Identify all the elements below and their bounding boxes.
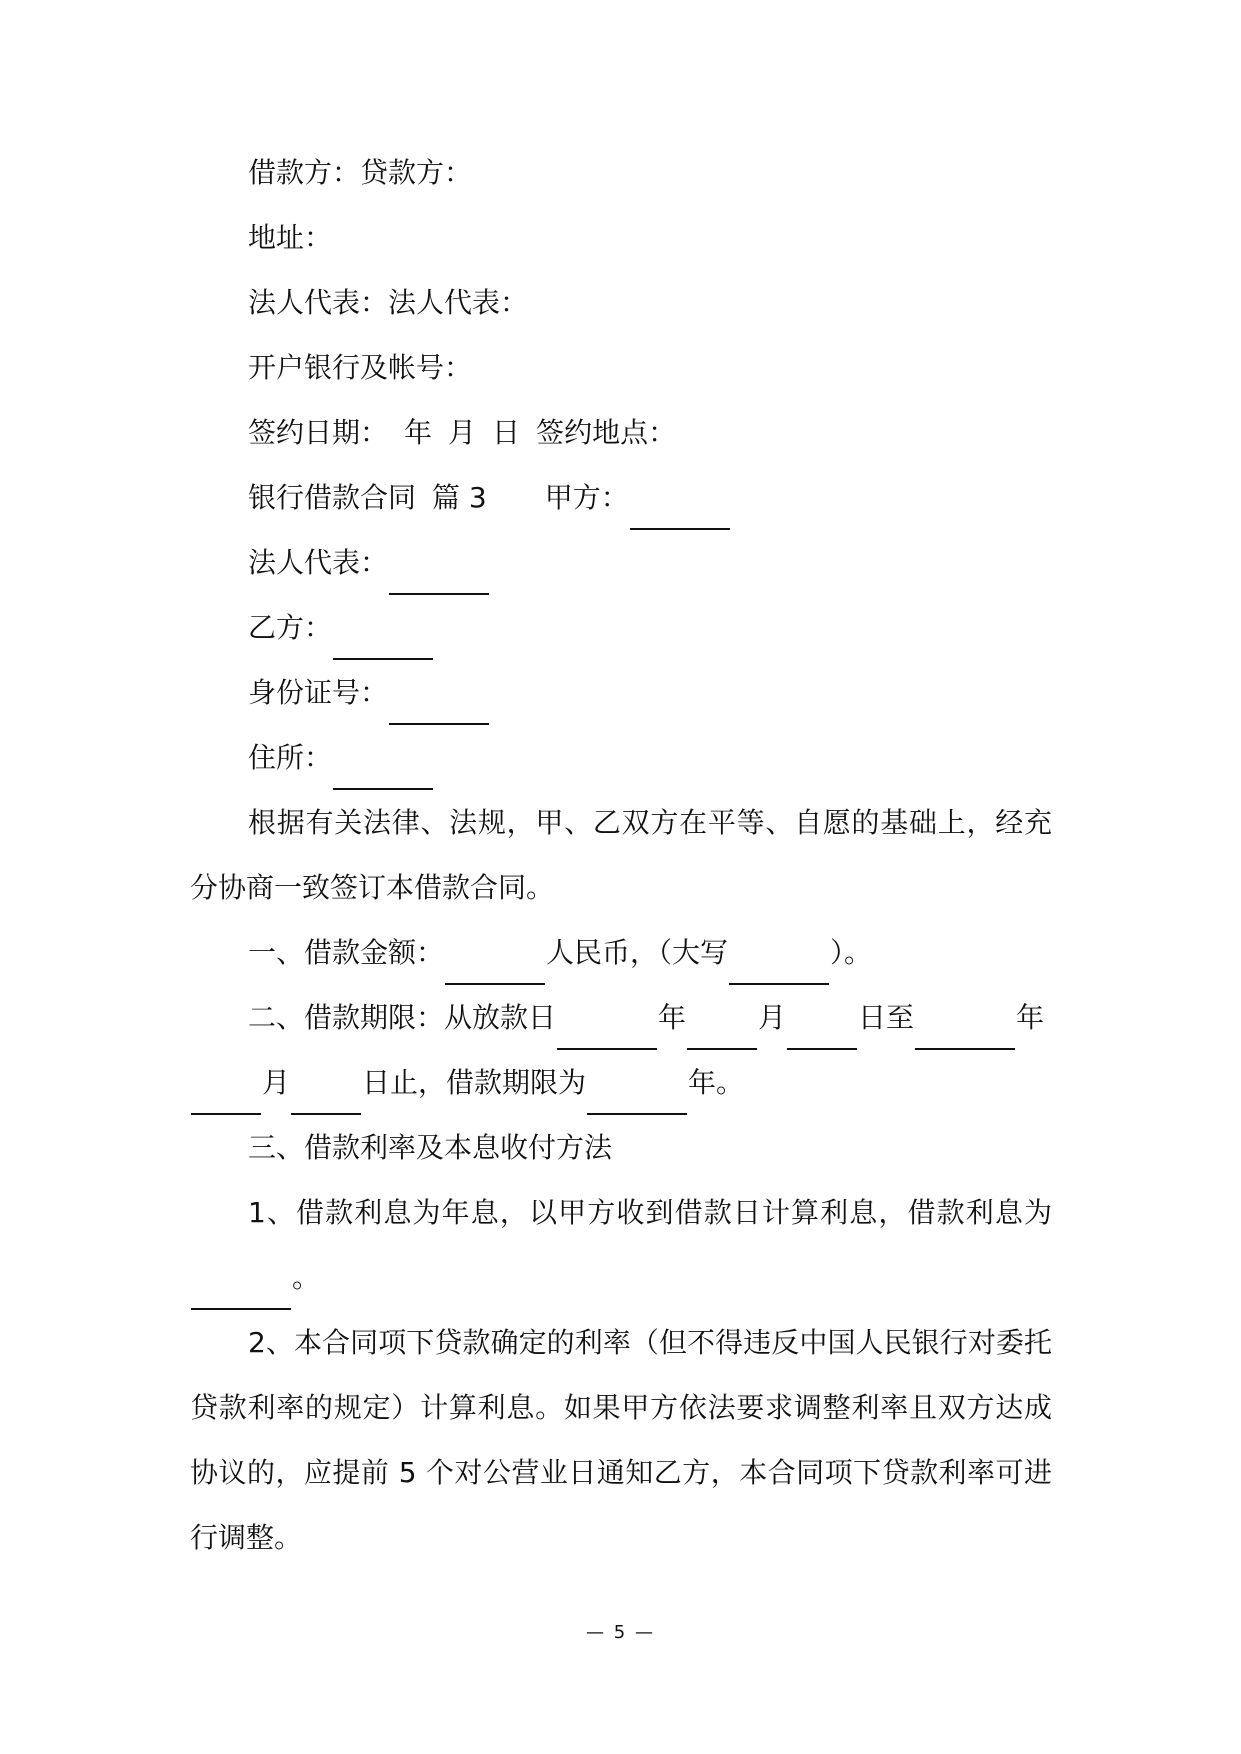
loan-term-blank [587,1079,687,1115]
clause-2-prefix: 二、借款期限：从放款日 [248,1001,557,1034]
clause-2-years-end: 年。 [688,1066,745,1099]
section-title: 银行借款合同 [248,481,417,514]
document-body [190,140,1052,1570]
clause-2-end-year-unit: 年 [1016,1001,1045,1034]
section-title-line [190,465,1052,530]
legal-rep-line [190,530,1052,595]
id-number-blank [389,689,489,725]
residence-line [190,725,1052,790]
residence-blank [333,754,433,790]
party-b-label: 乙方： [248,611,333,644]
sign-month: 月 [448,416,477,449]
borrower-lender-text: 借款方：贷款方： [248,156,473,189]
clause-2-end-month-unit: 月 [262,1066,291,1099]
sign-date-label: 签约日期： [248,416,389,449]
intro-paragraph: 根据有关法律、法规，甲、乙双方在平等、自愿的基础上，经充分协商一致签订本借款合同。 [190,806,1052,904]
start-month-blank [687,1014,757,1050]
id-number-line [190,660,1052,725]
legal-rep-label: 法人代表： [248,546,389,579]
party-b-blank [333,624,433,660]
borrower-lender-line [190,140,1052,205]
bank-account-line [190,335,1052,400]
page-number: — 5 — [586,1622,655,1643]
end-day-blank [291,1079,361,1115]
end-year-blank [915,1014,1015,1050]
clause-2-line-2 [190,1050,1052,1115]
sign-day: 日 [492,416,521,449]
residence-label: 住所： [248,741,333,774]
clause-1-line [190,920,1052,985]
clause-1-middle: 人民币，（大写 [546,936,729,969]
section-chapter: 篇 3 [432,481,487,514]
clause-2-line-1 [190,985,1052,1050]
loan-amount-blank [445,949,545,985]
party-a-blank [630,494,730,530]
id-number-label: 身份证号： [248,676,389,709]
clause-1-suffix: ）。 [830,936,873,969]
clause-3-title: 三、借款利率及本息收付方法 [248,1131,613,1164]
legal-rep-blank [389,559,489,595]
start-day-blank [787,1014,857,1050]
legal-reps-line [190,270,1052,335]
end-month-blank [191,1079,261,1115]
clause-2-day-to: 日至 [858,1001,915,1034]
clause-3-item-1 [190,1180,1052,1310]
party-b-line [190,595,1052,660]
clause-3-item-2: 2、本合同项下贷款确定的利率（但不得违反中国人民银行对委托贷款利率的规定）计算利息。如果甲方依法要求调整利率且双方达成协议的，应提前 5 个对公营业日通知乙方，本合同项下贷款利率可进行调整。 [190,1326,1052,1554]
start-year-blank [557,1014,657,1050]
sign-year: 年 [404,416,433,449]
legal-reps-text: 法人代表：法人代表： [248,286,529,319]
address-line [190,205,1052,270]
address-label: 地址： [248,221,333,254]
sign-date-line [190,400,1052,465]
clause-1-prefix: 一、借款金额： [248,936,445,969]
loan-amount-uppercase-blank [729,949,829,985]
clause-2-day-end: 日止，借款期限为 [362,1066,587,1099]
party-a-label: 甲方： [544,481,629,514]
clause-3-item-1-text: 1、借款利息为年息，以甲方收到借款日计算利息，借款利息为 [248,1196,1052,1229]
sign-place-label: 签约地点： [536,416,677,449]
bank-account-label: 开户银行及帐号： [248,351,473,384]
interest-rate-blank [191,1274,291,1310]
clause-3-item-1-end: 。 [292,1261,321,1294]
clause-2-month: 月 [758,1001,787,1034]
clause-3-title-line [190,1115,1052,1180]
clause-2-year: 年 [658,1001,687,1034]
